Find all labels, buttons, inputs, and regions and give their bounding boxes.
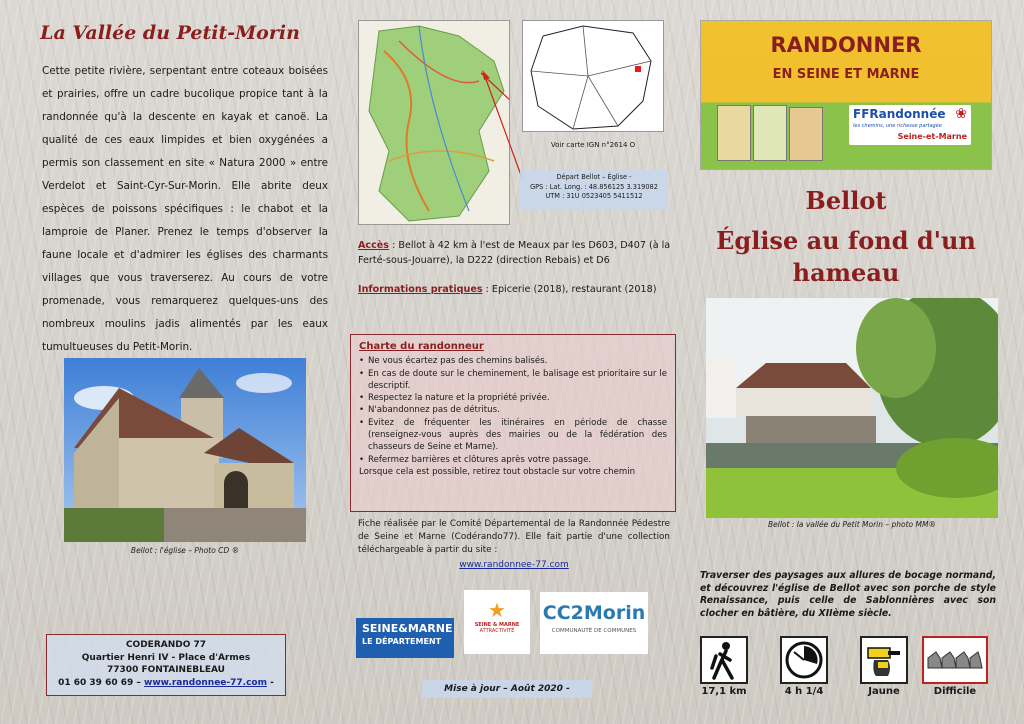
coderando-contact-box [46, 634, 286, 696]
gps-utm: UTM : 31U 0523405 5411512 [545, 192, 643, 200]
practical-text: : Epicerie (2018), restaurant (2018) [482, 284, 657, 295]
hike-title-line2: Église au fond d'un [716, 226, 976, 255]
attractivite-logo [464, 590, 530, 654]
hiker-icon [700, 636, 748, 684]
ffrandonnee-name: FFRandonnée [853, 107, 946, 121]
coderando-trail-dash: - [270, 677, 274, 688]
paint-marker-icon [860, 636, 908, 684]
charter-item: • N'abandonnez pas de détritus. [359, 404, 667, 416]
coderando-phone: 01 60 39 60 69 – [58, 677, 141, 688]
charter-title: Charte du randonneur [359, 341, 484, 352]
hike-description: Traverser des paysages aux allures de bocage normand, et découvrez l'église de Bellot avec son porche de style Renaissance, puis celle de Sablonnières avec son clocher en bâtière, du XIIème siècle. [700, 570, 996, 619]
charter-footer: Lorsque cela est possible, retirez tout obstacle sur votre chemin [359, 466, 636, 477]
attractivite-logo-text: SEINE & MARNE [474, 622, 520, 628]
distance-value: 17,1 km [701, 686, 747, 697]
cc2morin-logo [540, 592, 648, 654]
hike-title-line3: hameau [792, 258, 900, 287]
update-date: Mise à jour – Août 2020 - [422, 680, 592, 698]
charter-item: • En cas de doute sur le cheminement, le balisage est prioritaire sur le descriptif. [359, 368, 667, 393]
charter-item: • Ne vous écartez pas des chemins balisés. [359, 355, 667, 367]
coderando-name: CODERANDO 77 [125, 640, 207, 650]
valley-photo-caption: Bellot : la vallée du Petit Morin – photo MM® [768, 520, 936, 529]
hiker-charter-box [350, 334, 676, 512]
charter-item: • Respectez la nature et la propriété privée. [359, 392, 667, 404]
guidebook-covers [717, 105, 827, 163]
difficulty-value: Difficile [933, 686, 977, 697]
charter-list [359, 355, 667, 466]
access-info [358, 238, 676, 268]
charter-item: • Refermez barrières et clôtures après votre passage. [359, 454, 667, 466]
map-pointer-arrow [480, 70, 525, 180]
coderando-address2: 77300 FONTAINEBLEAU [107, 665, 225, 675]
banner-title: RANDONNER [770, 33, 922, 57]
gps-start: Départ Bellot – Église - [556, 173, 632, 181]
intro-paragraph: Cette petite rivière, serpentant entre coteaux boisées et prairies, offre un cadre bucolique propice tant à la randonnée qu'à la descente en kayak et canoë. La qualité de ces eaux limpides et bien oxygénées a permis son classement en site « Natura 2000 » entre Verdelot et Saint-Cyr-Sur-Morin. Elle abrite deux espèces de poissons spécifiques : le chabot et la lamproie de Planer. Prenez le temps d'observer la faune locale et d'admirer les églises des charmants villages que vous traverserez. Au cours de votre promenade, vous remarquerez quelques-uns des nombreux moulins jadis alimentés par les eaux tumultueuses du Petit-Morin. [42, 65, 328, 353]
seine-et-marne-logo [356, 618, 454, 658]
ffrandonnee-slogan: les chemins, une richesse partagée [853, 123, 942, 129]
fiche-website-link[interactable]: www.randonnee-77.com [459, 560, 569, 570]
locator-map [522, 20, 664, 132]
star-icon: ★ [488, 598, 506, 622]
fiche-credits: Fiche réalisée par le Comité Départemental de la Randonnée Pédestre de Seine et Marne (Codérando77). Elle fait partie d'une collection téléchargeable à partir du site : [358, 519, 670, 555]
church-photo-caption: Bellot : l'église – Photo CD ® [130, 546, 240, 555]
practical-label: Informations pratiques [358, 284, 483, 295]
charter-item: • Evitez de fréquenter les itinéraires en période de chasse (renseignez-vous auprès des mairies ou de la fédération des chasseurs de Seine et Marne). [359, 417, 667, 454]
cc2morin-logo-text: CC2Morin [542, 602, 646, 624]
left-section-title: La Vallée du Petit-Morin [40, 22, 300, 44]
randonner-banner [700, 20, 992, 170]
left-panel [0, 0, 340, 724]
church-photo [64, 358, 306, 542]
valley-photo [706, 298, 998, 518]
gps-latlong: GPS : Lat. Long. : 48.856125 3.319082 [530, 182, 658, 191]
practical-info [358, 282, 676, 297]
access-label: Accès [358, 240, 390, 251]
seine-et-marne-logo-sub: LE DÉPARTEMENT [362, 637, 442, 646]
clock-icon [780, 636, 828, 684]
marking-value: Jaune [868, 686, 900, 697]
duration-value: 4 h 1/4 [784, 686, 824, 697]
ffrandonnee-logo [849, 105, 971, 145]
attractivite-logo-sub: ATTRACTIVITÉ [479, 628, 515, 634]
hike-title-line1: Bellot [805, 186, 887, 215]
access-text: : Bellot à 42 km à l'est de Meaux par les D603, D407 (à la Ferté-sous-Jouarre), la D222 (direction Rebais) et D6 [358, 240, 671, 266]
banner-subtitle: EN SEINE ET MARNE [772, 67, 920, 82]
gps-info-box [520, 170, 668, 210]
boots-icon [922, 636, 988, 684]
coderando-address1: Quartier Henri IV - Place d'Armes [81, 652, 251, 663]
seine-et-marne-logo-text: SEINE&MARNE [362, 622, 453, 635]
walker-icon: ❀ [955, 106, 967, 122]
coderando-website-link[interactable]: www.randonnee-77.com [144, 677, 267, 688]
cc2morin-logo-sub: COMMUNAUTÉ DE COMMUNES [551, 628, 637, 634]
ign-map-reference: Voir carte IGN n°2614 O [550, 141, 636, 149]
ffrandonnee-region: Seine-et-Marne [897, 132, 967, 141]
